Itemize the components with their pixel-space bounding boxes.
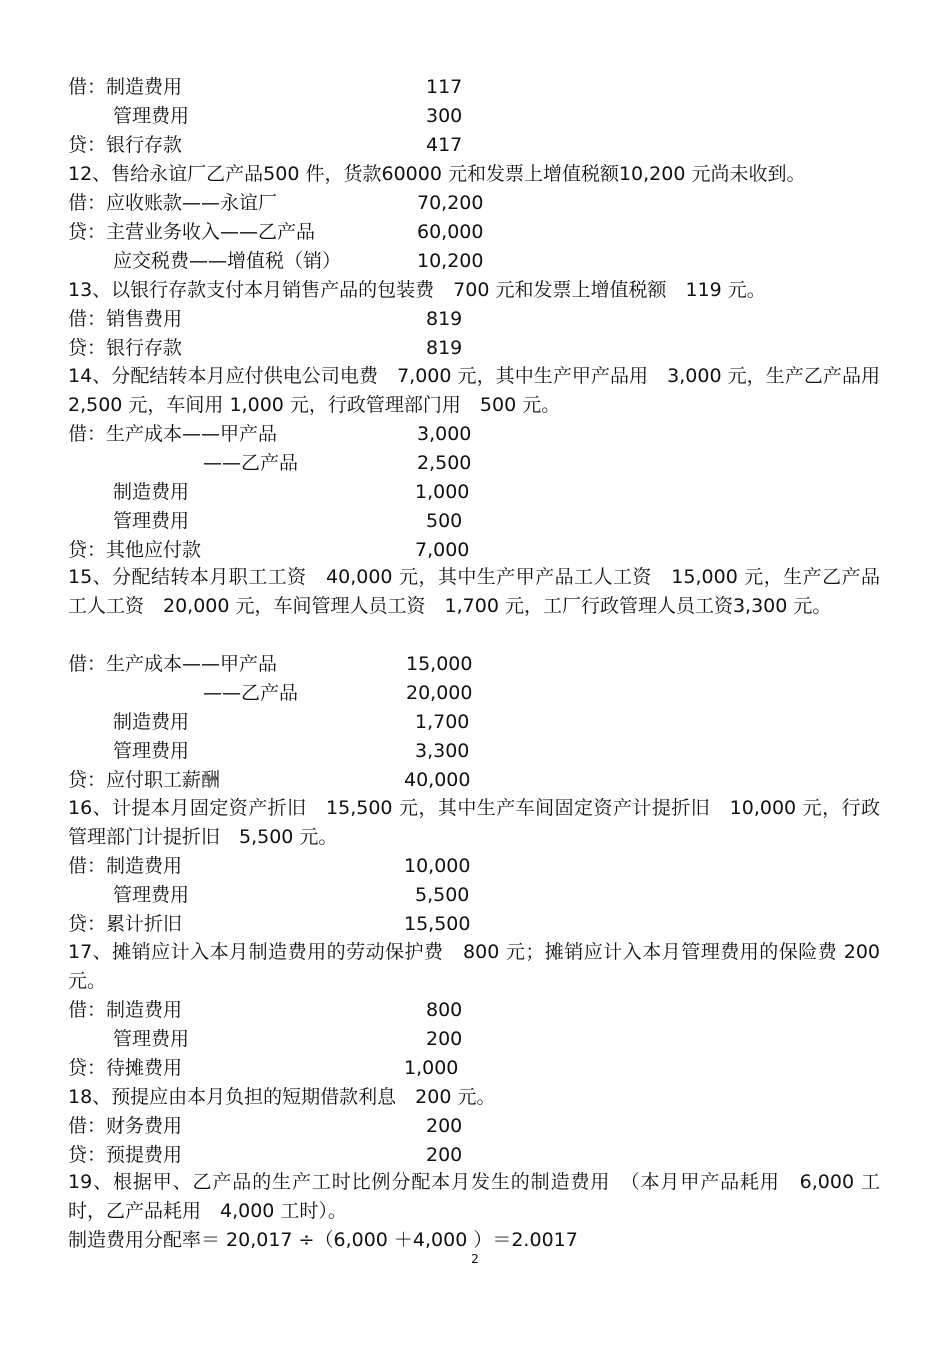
debit-amount: 500: [426, 510, 463, 532]
debit-line: 管理费用: [113, 105, 190, 127]
debit-line: 借：生产成本——甲产品: [68, 653, 278, 675]
credit-line: 应交税费——增值税（销）: [113, 250, 342, 272]
credit-line: 贷：累计折旧: [68, 913, 183, 935]
credit-line: 贷：待摊费用: [68, 1057, 183, 1079]
credit-line: 贷：应付职工薪酬: [68, 769, 221, 791]
credit-amount: 15,500: [404, 913, 471, 935]
debit-line: ——乙产品: [203, 682, 299, 704]
debit-amount: 10,000: [404, 855, 471, 877]
entry-description: 13、以银行存款支付本月销售产品的包装费 700 元和发票上增值税额 119 元。: [68, 279, 766, 301]
debit-line: 制造费用: [113, 481, 190, 503]
entry-description: 12、售给永谊厂乙产品500 件，货款60000 元和发票上增值税额10,200 元尚未收到。: [68, 163, 806, 185]
debit-amount: 200: [426, 1028, 463, 1050]
allocation-formula: 制造费用分配率＝ 20,017 ÷（6,000 ＋4,000 ）＝2.0017: [68, 1229, 578, 1251]
credit-amount: 1,000: [404, 1057, 459, 1079]
credit-amount: 200: [426, 1144, 463, 1166]
entry-description: 15、分配结转本月职工工资 40,000 元，其中生产甲产品工人工资 15,000 元，生产乙产品工人工资 20,000 元，车间管理人员工资 1,700 元，工厂行政管理人员工资3,300 元。: [68, 566, 880, 617]
debit-line: 借：应收账款——永谊厂: [68, 192, 278, 214]
entry-description: 16、计提本月固定资产折旧 15,500 元，其中生产车间固定资产计提折旧 10,000 元，行政管理部门计提折旧 5,500 元。: [68, 797, 880, 848]
debit-amount: 15,000: [406, 653, 473, 675]
debit-line: 管理费用: [113, 740, 190, 762]
debit-amount: 800: [426, 999, 463, 1021]
entry-description: 14、分配结转本月应付供电公司电费 7,000 元，其中生产甲产品用 3,000 元，生产乙产品用 2,500 元，车间用 1,000 元，行政管理部门用 500 元。: [68, 365, 880, 416]
debit-line: 借：制造费用: [68, 855, 183, 877]
debit-amount: 819: [426, 308, 463, 330]
debit-line: ——乙产品: [203, 452, 299, 474]
credit-amount: 417: [426, 134, 463, 156]
credit-line: 贷：主营业务收入——乙产品: [68, 221, 316, 243]
debit-line: 借：制造费用: [68, 76, 183, 98]
entry-description: 19、根据甲、乙产品的生产工时比例分配本月发生的制造费用 （本月甲产品耗用 6,000 工时，乙产品耗用 4,000 工时）。: [68, 1171, 880, 1222]
credit-amount: 819: [426, 337, 463, 359]
page-number: 2: [471, 1252, 479, 1266]
debit-amount: 5,500: [415, 884, 470, 906]
credit-line: 贷：预提费用: [68, 1144, 183, 1166]
debit-line: 管理费用: [113, 1028, 190, 1050]
debit-amount: 3,000: [417, 423, 472, 445]
debit-line: 借：生产成本——甲产品: [68, 423, 278, 445]
credit-line: 贷：银行存款: [68, 134, 183, 156]
debit-amount: 117: [426, 76, 463, 98]
credit-amount: 7,000: [415, 539, 470, 561]
credit-amount: 10,200: [417, 250, 484, 272]
debit-amount: 1,000: [415, 481, 470, 503]
credit-line: 贷：其他应付款: [68, 539, 202, 561]
debit-line: 管理费用: [113, 510, 190, 532]
entry-description: 17、摊销应计入本月制造费用的劳动保护费 800 元；摊销应计入本月管理费用的保险费 200 元。: [68, 941, 880, 992]
debit-line: 管理费用: [113, 884, 190, 906]
debit-amount: 300: [426, 105, 463, 127]
debit-amount: 20,000: [406, 682, 473, 704]
debit-amount: 70,200: [417, 192, 484, 214]
credit-amount: 40,000: [404, 769, 471, 791]
debit-line: 制造费用: [113, 711, 190, 733]
credit-line: 贷：银行存款: [68, 337, 183, 359]
debit-line: 借：财务费用: [68, 1115, 183, 1137]
debit-amount: 3,300: [415, 740, 470, 762]
debit-line: 借：销售费用: [68, 308, 183, 330]
debit-amount: 200: [426, 1115, 463, 1137]
debit-amount: 1,700: [415, 711, 470, 733]
debit-amount: 2,500: [417, 452, 472, 474]
entry-description: 18、预提应由本月负担的短期借款利息 200 元。: [68, 1086, 496, 1108]
credit-amount: 60,000: [417, 221, 484, 243]
debit-line: 借：制造费用: [68, 999, 183, 1021]
